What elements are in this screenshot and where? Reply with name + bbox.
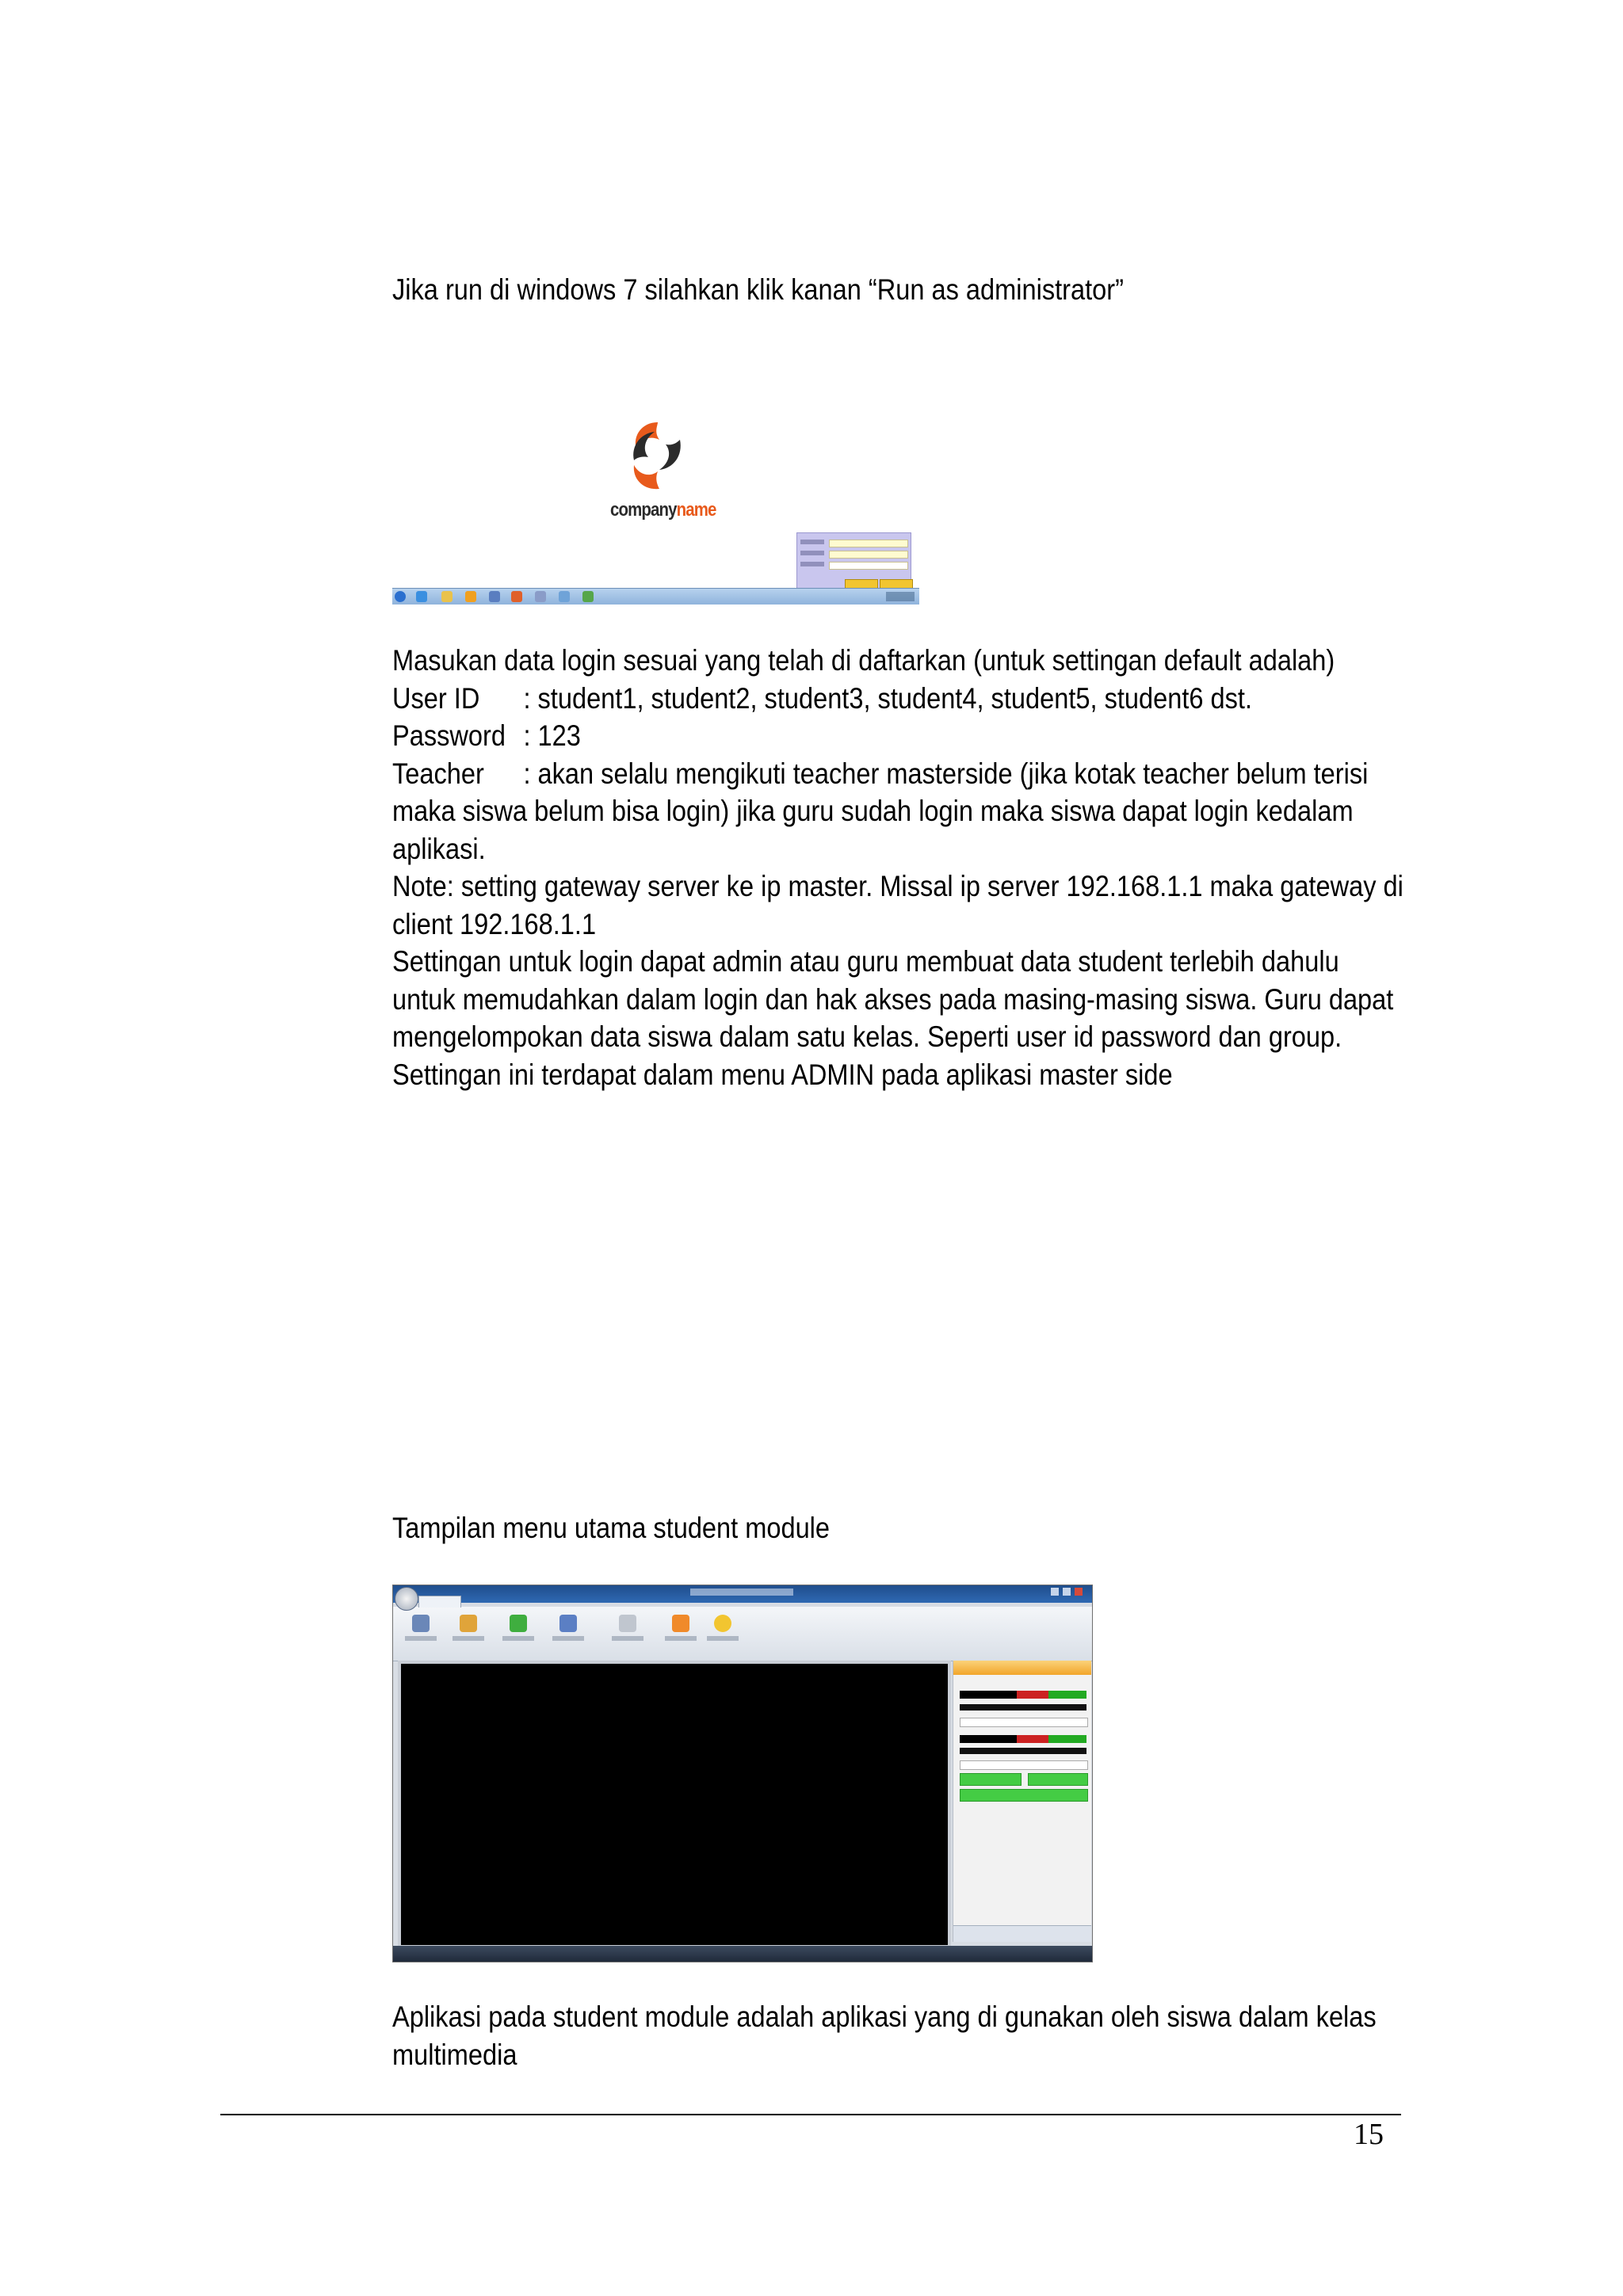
closing-line-2: multimedia — [392, 2039, 517, 2071]
app-icon[interactable] — [559, 591, 570, 602]
user-id-field[interactable] — [829, 540, 908, 547]
login-screenshot — [392, 412, 919, 606]
settings-line-3: mengelompokan data siswa dalam satu kelas. Seperti user id password dan group. — [392, 1020, 1342, 1053]
speaker-level — [960, 1691, 1086, 1699]
chat-tab[interactable] — [953, 1925, 1091, 1942]
ribbon-toolbar — [393, 1607, 1092, 1661]
company-logo-text: companyname — [610, 499, 716, 521]
closing-paragraph — [392, 1998, 1377, 2074]
media-icon[interactable] — [465, 591, 476, 602]
speaker-meter — [960, 1704, 1086, 1711]
login-intro: Masukan data login sesuai yang telah di daftarkan (untuk settingan default adalah) — [392, 644, 1335, 677]
mic-meter — [960, 1748, 1086, 1754]
logout-icon[interactable] — [714, 1615, 731, 1632]
explorer-icon[interactable] — [441, 591, 453, 602]
app-menu-orb-icon[interactable] — [395, 1587, 418, 1611]
page-number: 15 — [1354, 2118, 1384, 2151]
taskbar-clock — [886, 592, 915, 601]
video-viewport — [398, 1661, 951, 1948]
login-form — [796, 532, 911, 596]
speaker-select[interactable] — [960, 1718, 1088, 1727]
student-module-screenshot — [392, 1585, 1093, 1962]
password-field[interactable] — [829, 551, 908, 559]
window-titlebar — [393, 1585, 1092, 1603]
status-bar — [393, 1946, 1092, 1962]
dictionary-icon[interactable] — [510, 1615, 527, 1632]
settings-line-2: untuk memudahkan dalam login dan hak akses pada masing-masing siswa. Guru dapat — [392, 982, 1394, 1016]
call-teacher-icon[interactable] — [412, 1615, 430, 1632]
sharefiles-icon[interactable] — [559, 1615, 577, 1632]
recorder-icon[interactable] — [672, 1615, 689, 1632]
note-line-2: client 192.168.1.1 — [392, 907, 597, 940]
self-learning-icon[interactable] — [619, 1615, 636, 1632]
teacher-line-3: aplikasi. — [392, 832, 486, 865]
ie-icon[interactable] — [416, 591, 427, 602]
swirl-logo-icon — [610, 416, 705, 495]
device-panel — [953, 1661, 1091, 1942]
firefox-icon[interactable] — [511, 591, 522, 602]
note-line-1: Note: setting gateway server ke ip master. Missal ip server 192.168.1.1 maka gateway di — [392, 870, 1403, 902]
tab-application[interactable] — [418, 1596, 461, 1608]
windows-taskbar — [392, 588, 919, 605]
record-folder-button[interactable] — [960, 1789, 1088, 1802]
settings-line-1: Settingan untuk login dapat admin atau guru membuat data student terlebih dahulu — [392, 945, 1339, 978]
my-folder-icon[interactable] — [460, 1615, 477, 1632]
mic-select[interactable] — [960, 1760, 1088, 1770]
mic-level — [960, 1735, 1086, 1743]
device-panel-header — [953, 1661, 1091, 1675]
footer-rule — [220, 2114, 1401, 2115]
maximize-icon[interactable] — [1063, 1588, 1071, 1596]
app-icon[interactable] — [489, 591, 500, 602]
closing-line-1: Aplikasi pada student module adalah aplikasi yang di gunakan oleh siswa dalam kelas — [392, 2000, 1377, 2033]
minimize-icon[interactable] — [1051, 1588, 1059, 1596]
teacher-line: Teacher : akan selalu mengikuti teacher masterside (jika kotak teacher belum terisi — [392, 757, 1369, 790]
app-icon[interactable] — [535, 591, 546, 602]
password-line: Password : 123 — [392, 719, 581, 752]
intro-text: Jika run di windows 7 silahkan klik kanan “Run as administrator” — [392, 273, 1124, 306]
student-module-caption: Tampilan menu utama student module — [392, 1512, 831, 1544]
start-orb-icon[interactable] — [395, 591, 406, 602]
play-button[interactable] — [1028, 1773, 1088, 1786]
user-id-line: User ID : student1, student2, student3, student4, student5, student6 dst. — [392, 681, 1253, 715]
record-button[interactable] — [960, 1773, 1022, 1786]
login-instructions — [392, 642, 1403, 1093]
app-icon[interactable] — [582, 591, 594, 602]
settings-line-4: Settingan ini terdapat dalam menu ADMIN pada aplikasi master side — [392, 1058, 1173, 1091]
teacher-field[interactable] — [829, 562, 908, 570]
teacher-line-2: maka siswa belum bisa login) jika guru sudah login maka siswa dapat login kedalam — [392, 795, 1354, 827]
window-title — [690, 1589, 793, 1596]
close-icon[interactable] — [1075, 1588, 1083, 1596]
